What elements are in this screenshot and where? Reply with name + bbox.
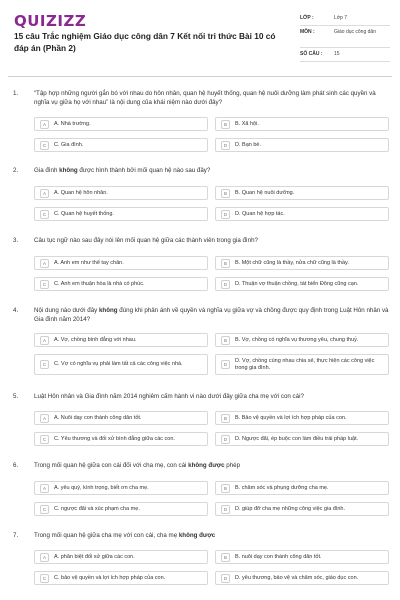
option-text: D. yêu thương, bảo vệ và chăm sóc, giáo dục con. [235, 574, 359, 581]
option-a[interactable] [34, 186, 208, 200]
question-number: 7. [13, 532, 19, 539]
question-text: Luật Hôn nhân và Gia đình năm 2014 nghiêm cấm hành vi nào dưới đây giữa cha mẹ với con cái? [34, 393, 304, 400]
mon-label: MÔN : [300, 29, 315, 35]
option-letter: A [40, 120, 49, 129]
option-letter: C [40, 574, 49, 583]
option-c[interactable] [34, 571, 208, 585]
option-letter: C [40, 210, 49, 219]
option-letter: B [221, 336, 230, 345]
option-d[interactable] [215, 502, 389, 516]
option-d[interactable] [215, 571, 389, 585]
meta-row-mon [300, 26, 390, 48]
option-b[interactable] [215, 256, 389, 270]
option-text: D. giúp đỡ cha mẹ những công việc gia đình. [235, 505, 346, 512]
option-text: C. Vợ có nghĩa vụ phải làm tất cả các công việc nhà. [54, 361, 183, 367]
option-a[interactable] [34, 117, 208, 131]
option-a[interactable] [34, 550, 208, 564]
question-number: 2. [13, 167, 19, 174]
option-text: D. Ngược đãi, ép buộc con làm điều trái pháp luật. [235, 435, 359, 442]
option-letter: A [40, 259, 49, 268]
option-text: B. Vợ, chồng có nghĩa vụ thương yêu, chung thuỷ. [235, 336, 359, 343]
option-b[interactable] [215, 411, 389, 425]
option-a[interactable] [34, 481, 208, 495]
option-text: A. phân biệt đối xử giữa các con. [54, 553, 135, 560]
option-text: C. bảo vệ quyền và lợi ích hợp pháp của con. [54, 574, 166, 581]
lop-value: Lớp 7 [334, 15, 348, 21]
option-text: C. Quan hệ huyết thống. [54, 210, 114, 217]
option-letter: C [40, 360, 49, 369]
question-number: 3. [13, 237, 19, 244]
option-text: C. Yêu thương và đối xử bình đẳng giữa các con. [54, 435, 175, 442]
option-letter: B [221, 259, 230, 268]
socau-label: SỐ CÂU : [300, 51, 323, 57]
option-text: C. Gia đình. [54, 141, 84, 148]
option-letter: D [221, 360, 230, 369]
header-divider [8, 76, 392, 77]
option-c[interactable] [34, 207, 208, 221]
option-b[interactable] [215, 333, 389, 347]
option-letter: A [40, 336, 49, 345]
option-text: A. Nhà trường. [54, 120, 91, 127]
question-number: 1. [13, 90, 19, 97]
option-text: A. Anh em như thể tay chân. [54, 259, 124, 266]
option-text: D. Bạn bè. [235, 141, 261, 148]
option-letter: D [221, 280, 230, 289]
option-letter: C [40, 505, 49, 514]
option-letter: A [40, 414, 49, 423]
option-text: C. ngược đãi và xúc phạm cha mẹ. [54, 505, 140, 512]
option-b[interactable] [215, 481, 389, 495]
option-letter: A [40, 553, 49, 562]
question-text: Trong mối quan hệ giữa cha mẹ với con cái, cha mẹ không được [34, 532, 216, 539]
option-b[interactable] [215, 186, 389, 200]
question-text: Gia đình không được hình thành bởi mối quan hệ nào sau đây? [34, 167, 211, 174]
option-c[interactable] [34, 277, 208, 291]
option-text: C. Anh em thuận hòa là nhà có phúc. [54, 280, 145, 287]
option-letter: D [221, 141, 230, 150]
option-letter: C [40, 141, 49, 150]
option-c[interactable] [34, 138, 208, 152]
option-letter: A [40, 484, 49, 493]
option-text: B. Bảo vệ quyền và lợi ích hợp pháp của con. [235, 414, 347, 421]
question-text: “Tập hợp những người gắn bó với nhau do hôn nhân, quan hệ huyết thống, quan hệ nuôi dưỡng làm phát sinh các quyền và nghĩa vụ giữa họ với nhau” là nội dung của khái niệm nào dưới đây? [34, 90, 376, 106]
option-text: A. yêu quý, kính trọng, biết ơn cha mẹ. [54, 484, 149, 491]
option-text: D. Thuận vợ thuận chồng, tát biển Đông cũng cạn. [235, 280, 359, 287]
option-text: A. Vợ, chồng bình đẳng với nhau. [54, 336, 137, 343]
option-text: A. Nuôi dạy con thành công dân tốt. [54, 414, 142, 421]
option-letter: B [221, 189, 230, 198]
meta-row-socau [300, 48, 390, 62]
option-text: B. Xã hội. [235, 120, 259, 127]
option-c[interactable] [34, 502, 208, 516]
option-d[interactable] [215, 207, 389, 221]
option-text: B. chăm sóc và phụng dưỡng cha mẹ. [235, 484, 329, 491]
question-number: 4. [13, 307, 19, 314]
question-number: 5. [13, 393, 19, 400]
option-d[interactable] [215, 432, 389, 446]
question-text: Trong mối quan hệ giữa con cái đối với cha mẹ, con cái không được phép [34, 462, 241, 469]
option-letter: D [221, 210, 230, 219]
option-text: B. Một chữ cũng là thầy, nửa chữ cũng là thầy. [235, 259, 349, 266]
option-c[interactable] [34, 432, 208, 446]
option-d[interactable] [215, 354, 389, 375]
option-a[interactable] [34, 256, 208, 270]
option-c[interactable] [34, 354, 208, 375]
quizizz-logo: QUIZIZZ [14, 12, 87, 30]
socau-value: 15 [334, 51, 340, 57]
meta-table [300, 12, 390, 62]
option-letter: B [221, 120, 230, 129]
question-text: Câu tục ngữ nào sau đây nói lên mối quan hệ giữa các thành viên trong gia đình? [34, 237, 258, 244]
option-text: B. nuôi dạy con thành công dân tốt. [235, 553, 322, 560]
option-a[interactable] [34, 333, 208, 347]
option-text: D. Vợ, chồng cùng nhau chia sẻ, thực hiện các công việc trong gia đình. [235, 357, 375, 371]
option-letter: D [221, 435, 230, 444]
option-b[interactable] [215, 550, 389, 564]
mon-value: Giáo dục công dân [334, 29, 376, 35]
option-a[interactable] [34, 411, 208, 425]
option-d[interactable] [215, 277, 389, 291]
option-letter: B [221, 553, 230, 562]
meta-row-lop [300, 12, 390, 26]
option-d[interactable] [215, 138, 389, 152]
option-text: D. Quan hệ hợp tác. [235, 210, 285, 217]
option-letter: A [40, 189, 49, 198]
option-text: A. Quan hệ hôn nhân. [54, 189, 108, 196]
option-letter: D [221, 574, 230, 583]
question-text: Nội dung nào dưới đây không đúng khi phản ánh về quyền và nghĩa vụ giữa vợ và chồng được quy định trong Luật Hôn nhân và Gia đình năm 2014? [34, 307, 389, 323]
lop-label: LỚP : [300, 15, 314, 21]
option-letter: B [221, 484, 230, 493]
option-letter: B [221, 414, 230, 423]
page-title: 15 câu Trắc nghiệm Giáo dục công dân 7 Kết nối tri thức Bài 10 có đáp án (Phần 2) [14, 31, 276, 53]
option-b[interactable] [215, 117, 389, 131]
option-letter: D [221, 505, 230, 514]
question-number: 6. [13, 462, 19, 469]
option-letter: C [40, 435, 49, 444]
option-letter: C [40, 280, 49, 289]
option-text: B. Quan hệ nuôi dưỡng. [235, 189, 295, 196]
